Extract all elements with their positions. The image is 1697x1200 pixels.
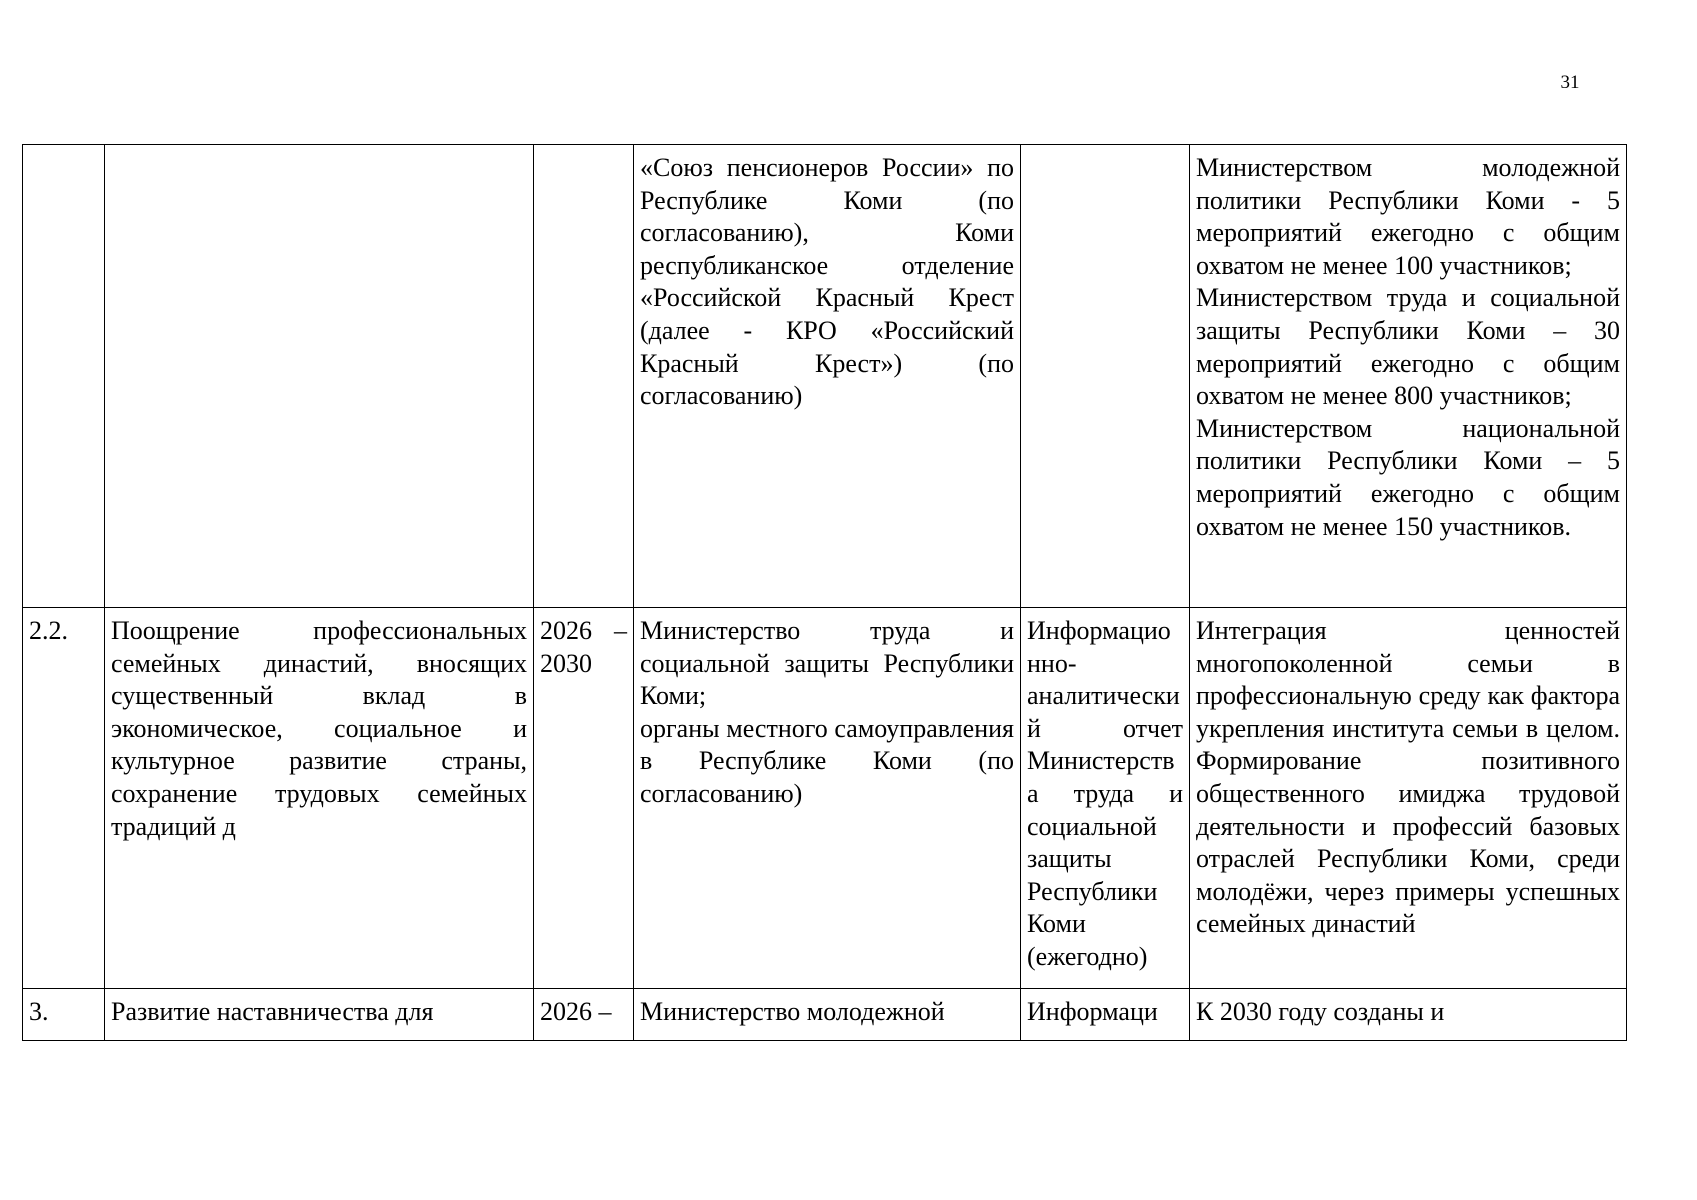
result-paragraph: Министерством национальной политики Республики Коми – 5 мероприятий ежегодно с общим охватом не менее 150 участников. <box>1196 413 1620 541</box>
table-row <box>23 608 1627 989</box>
executors-cell: «Союз пенсионеров России» по Республике Коми (по согласованию), Коми республиканское отделение «Российской Красный Крест (далее - КРО «Российский Красный Крест») (по согласованию) <box>634 145 1021 608</box>
period-cell <box>534 145 634 608</box>
table-row <box>23 145 1627 608</box>
executors-cell: Министерство молодежной <box>634 989 1021 1041</box>
page-number: 31 <box>1560 72 1580 93</box>
table-row <box>23 989 1627 1041</box>
activity-cell <box>105 145 534 608</box>
activity-cell: Поощрение профессиональных семейных династий, вносящих существенный вклад в экономическое, социальное и культурное развитие страны, сохранение трудовых семейных традиций д <box>105 608 534 989</box>
result-paragraph: Министерством труда и социальной защиты Республики Коми – 30 мероприятий ежегодно с общим охватом не менее 800 участников; <box>1196 283 1620 411</box>
row-number-cell: 2.2. <box>23 608 105 989</box>
result-paragraph: Министерством молодежной политики Республики Коми - 5 мероприятий ежегодно с общим охватом не менее 100 участников; <box>1196 153 1620 280</box>
report-cell: Информационно-аналитический отчет Министерства труда и социальной защиты Республики Коми (ежегодно) <box>1021 608 1190 989</box>
period-cell: 2026 – <box>534 989 634 1041</box>
activity-cell: Развитие наставничества для <box>105 989 534 1041</box>
plan-table <box>22 144 1627 1041</box>
result-cell <box>1190 145 1627 608</box>
report-cell: Информаци <box>1021 989 1190 1041</box>
executors-cell <box>634 608 1021 989</box>
result-cell: К 2030 году созданы и <box>1190 989 1627 1041</box>
report-cell <box>1021 145 1190 608</box>
row-number-cell <box>23 145 105 608</box>
row-number-cell: 3. <box>23 989 105 1041</box>
executor-paragraph: органы местного самоуправления в Республике Коми (по согласованию) <box>640 713 1014 808</box>
executor-paragraph: Министерство труда и социальной защиты Республики Коми; <box>640 616 1014 711</box>
result-cell: Интеграция ценностей многопоколенной семьи в профессиональную среду как фактора укрепления института семьи в целом. Формирование позитивного общественного имиджа трудовой деятельности и профессий базовых отраслей Республики Коми, среди молодёжи, через примеры успешных семейных династий <box>1190 608 1627 989</box>
period-cell: 2026 – 2030 <box>534 608 634 989</box>
